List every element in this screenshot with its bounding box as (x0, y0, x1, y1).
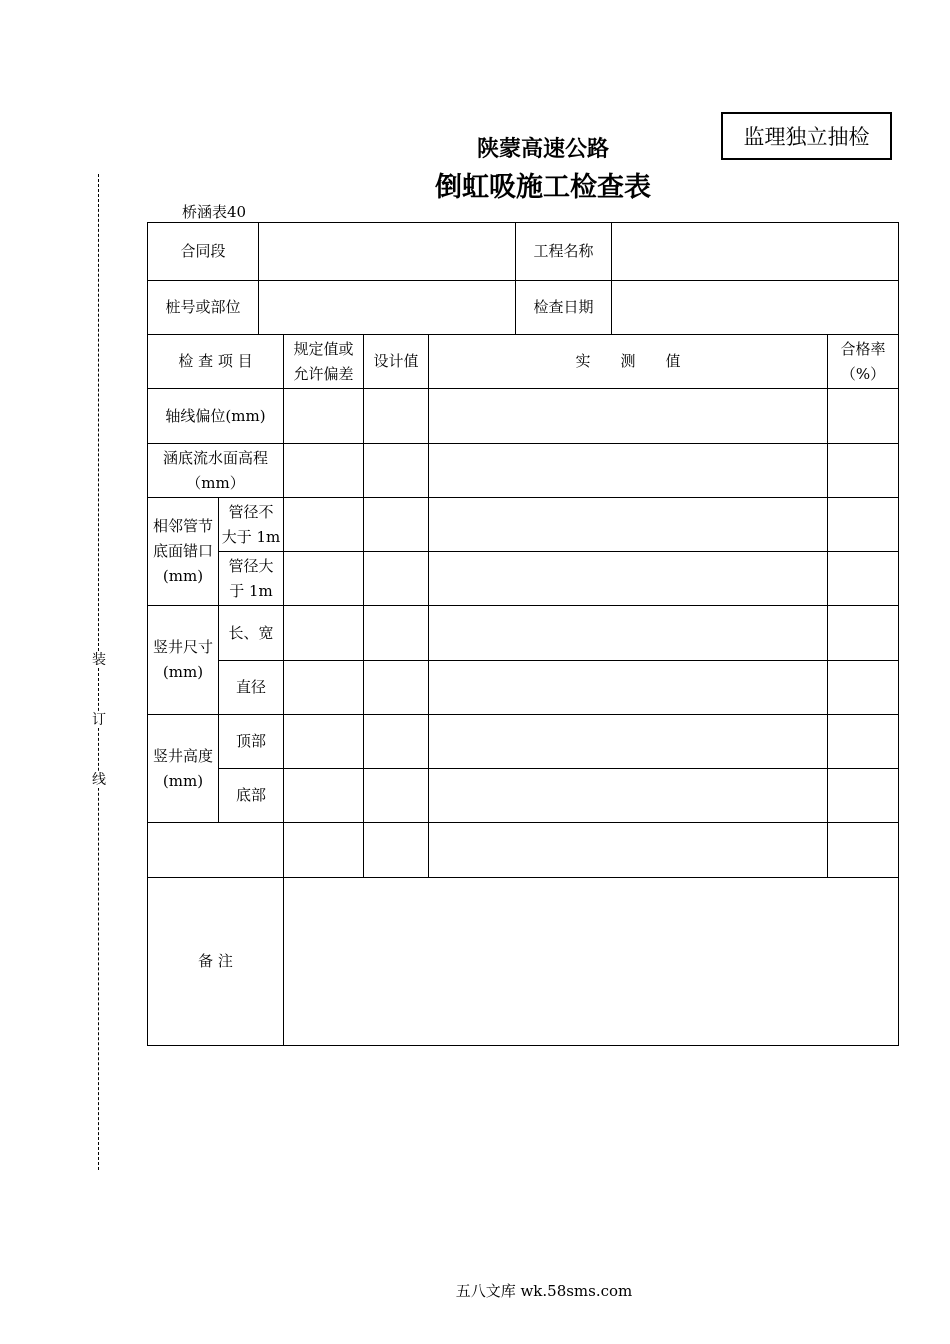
table-border-right (898, 222, 899, 1046)
shaft-size-line1: 竖井尺寸 (152, 638, 213, 656)
tolerance-line1: 规定值或 (293, 339, 354, 358)
table-vline (827, 334, 828, 877)
row-diameter: 直径 (235, 678, 266, 696)
shaft-height-line1: 竖井高度 (152, 746, 213, 765)
project-name-value[interactable] (612, 223, 898, 280)
row-group-shaft-height (148, 715, 218, 822)
row-diameter-small (219, 498, 283, 551)
row-bottom: 底部 (235, 786, 266, 804)
column-header-item: 检 查 项 目 (178, 352, 253, 370)
misalignment-line2: 底面错口 (152, 542, 213, 560)
diameter-large-line2: 于 1m (229, 581, 273, 600)
shaft-height-line2: (mm) (162, 771, 204, 790)
supervisor-spot-check-badge: 监理独立抽检 (721, 112, 892, 160)
inspection-date-value[interactable] (612, 281, 898, 334)
page-title-line2: 倒虹吸施工检查表 (435, 172, 651, 203)
form-code: 桥涵表40 (182, 203, 247, 221)
binding-dashed-line (98, 174, 99, 1170)
column-header-tolerance (284, 335, 363, 388)
misalignment-line1: 相邻管节 (152, 517, 213, 535)
diameter-small-line2: 大于 1m (221, 527, 281, 546)
bottom-elevation-line2: （mm） (186, 473, 245, 492)
table-vline (363, 334, 364, 877)
table-vline (428, 334, 429, 877)
contract-label: 合同段 (180, 242, 226, 260)
inspection-date-label: 检查日期 (533, 298, 594, 316)
row-diameter-large (219, 552, 283, 605)
row-axis-offset: 轴线偏位(mm) (165, 406, 266, 425)
column-header-measured: 实 测 值 (575, 352, 681, 370)
bottom-elevation-line1: 涵底流水面高程 (162, 448, 268, 467)
column-header-pass-rate (828, 335, 898, 388)
row-group-shaft-size (148, 606, 218, 714)
table-hline (147, 822, 899, 823)
table-hline (218, 768, 899, 769)
row-top: 顶部 (235, 732, 266, 750)
column-header-design: 设计值 (373, 352, 419, 370)
tolerance-line2: 允许偏差 (293, 364, 354, 383)
diameter-small-line1: 管径不 (228, 502, 274, 521)
station-value[interactable] (259, 281, 515, 334)
pass-rate-line2: （%） (840, 364, 886, 383)
row-bottom-elevation (148, 444, 283, 497)
row-group-misalignment (148, 498, 218, 605)
table-hline (218, 551, 899, 552)
binding-char-zhuang: 装 (92, 652, 106, 668)
pass-rate-line1: 合格率 (840, 339, 886, 358)
binding-char-xian: 线 (92, 772, 106, 788)
row-length-width: 长、宽 (228, 623, 274, 642)
diameter-large-line1: 管径大 (228, 556, 274, 575)
remarks-field[interactable] (284, 878, 898, 1045)
table-border-bottom (147, 1045, 899, 1046)
shaft-size-line2: (mm) (162, 663, 204, 681)
project-name-label: 工程名称 (533, 242, 594, 260)
station-label: 桩号或部位 (165, 298, 241, 316)
table-hline (218, 660, 899, 661)
misalignment-line3: (mm) (162, 567, 204, 585)
contract-value[interactable] (259, 223, 515, 280)
page-title-line1: 陕蒙高速公路 (476, 137, 609, 162)
binding-char-ding: 订 (92, 712, 106, 728)
footer-watermark: 五八文库 wk.58sms.com (455, 1282, 633, 1300)
remarks-label: 备 注 (198, 952, 233, 970)
